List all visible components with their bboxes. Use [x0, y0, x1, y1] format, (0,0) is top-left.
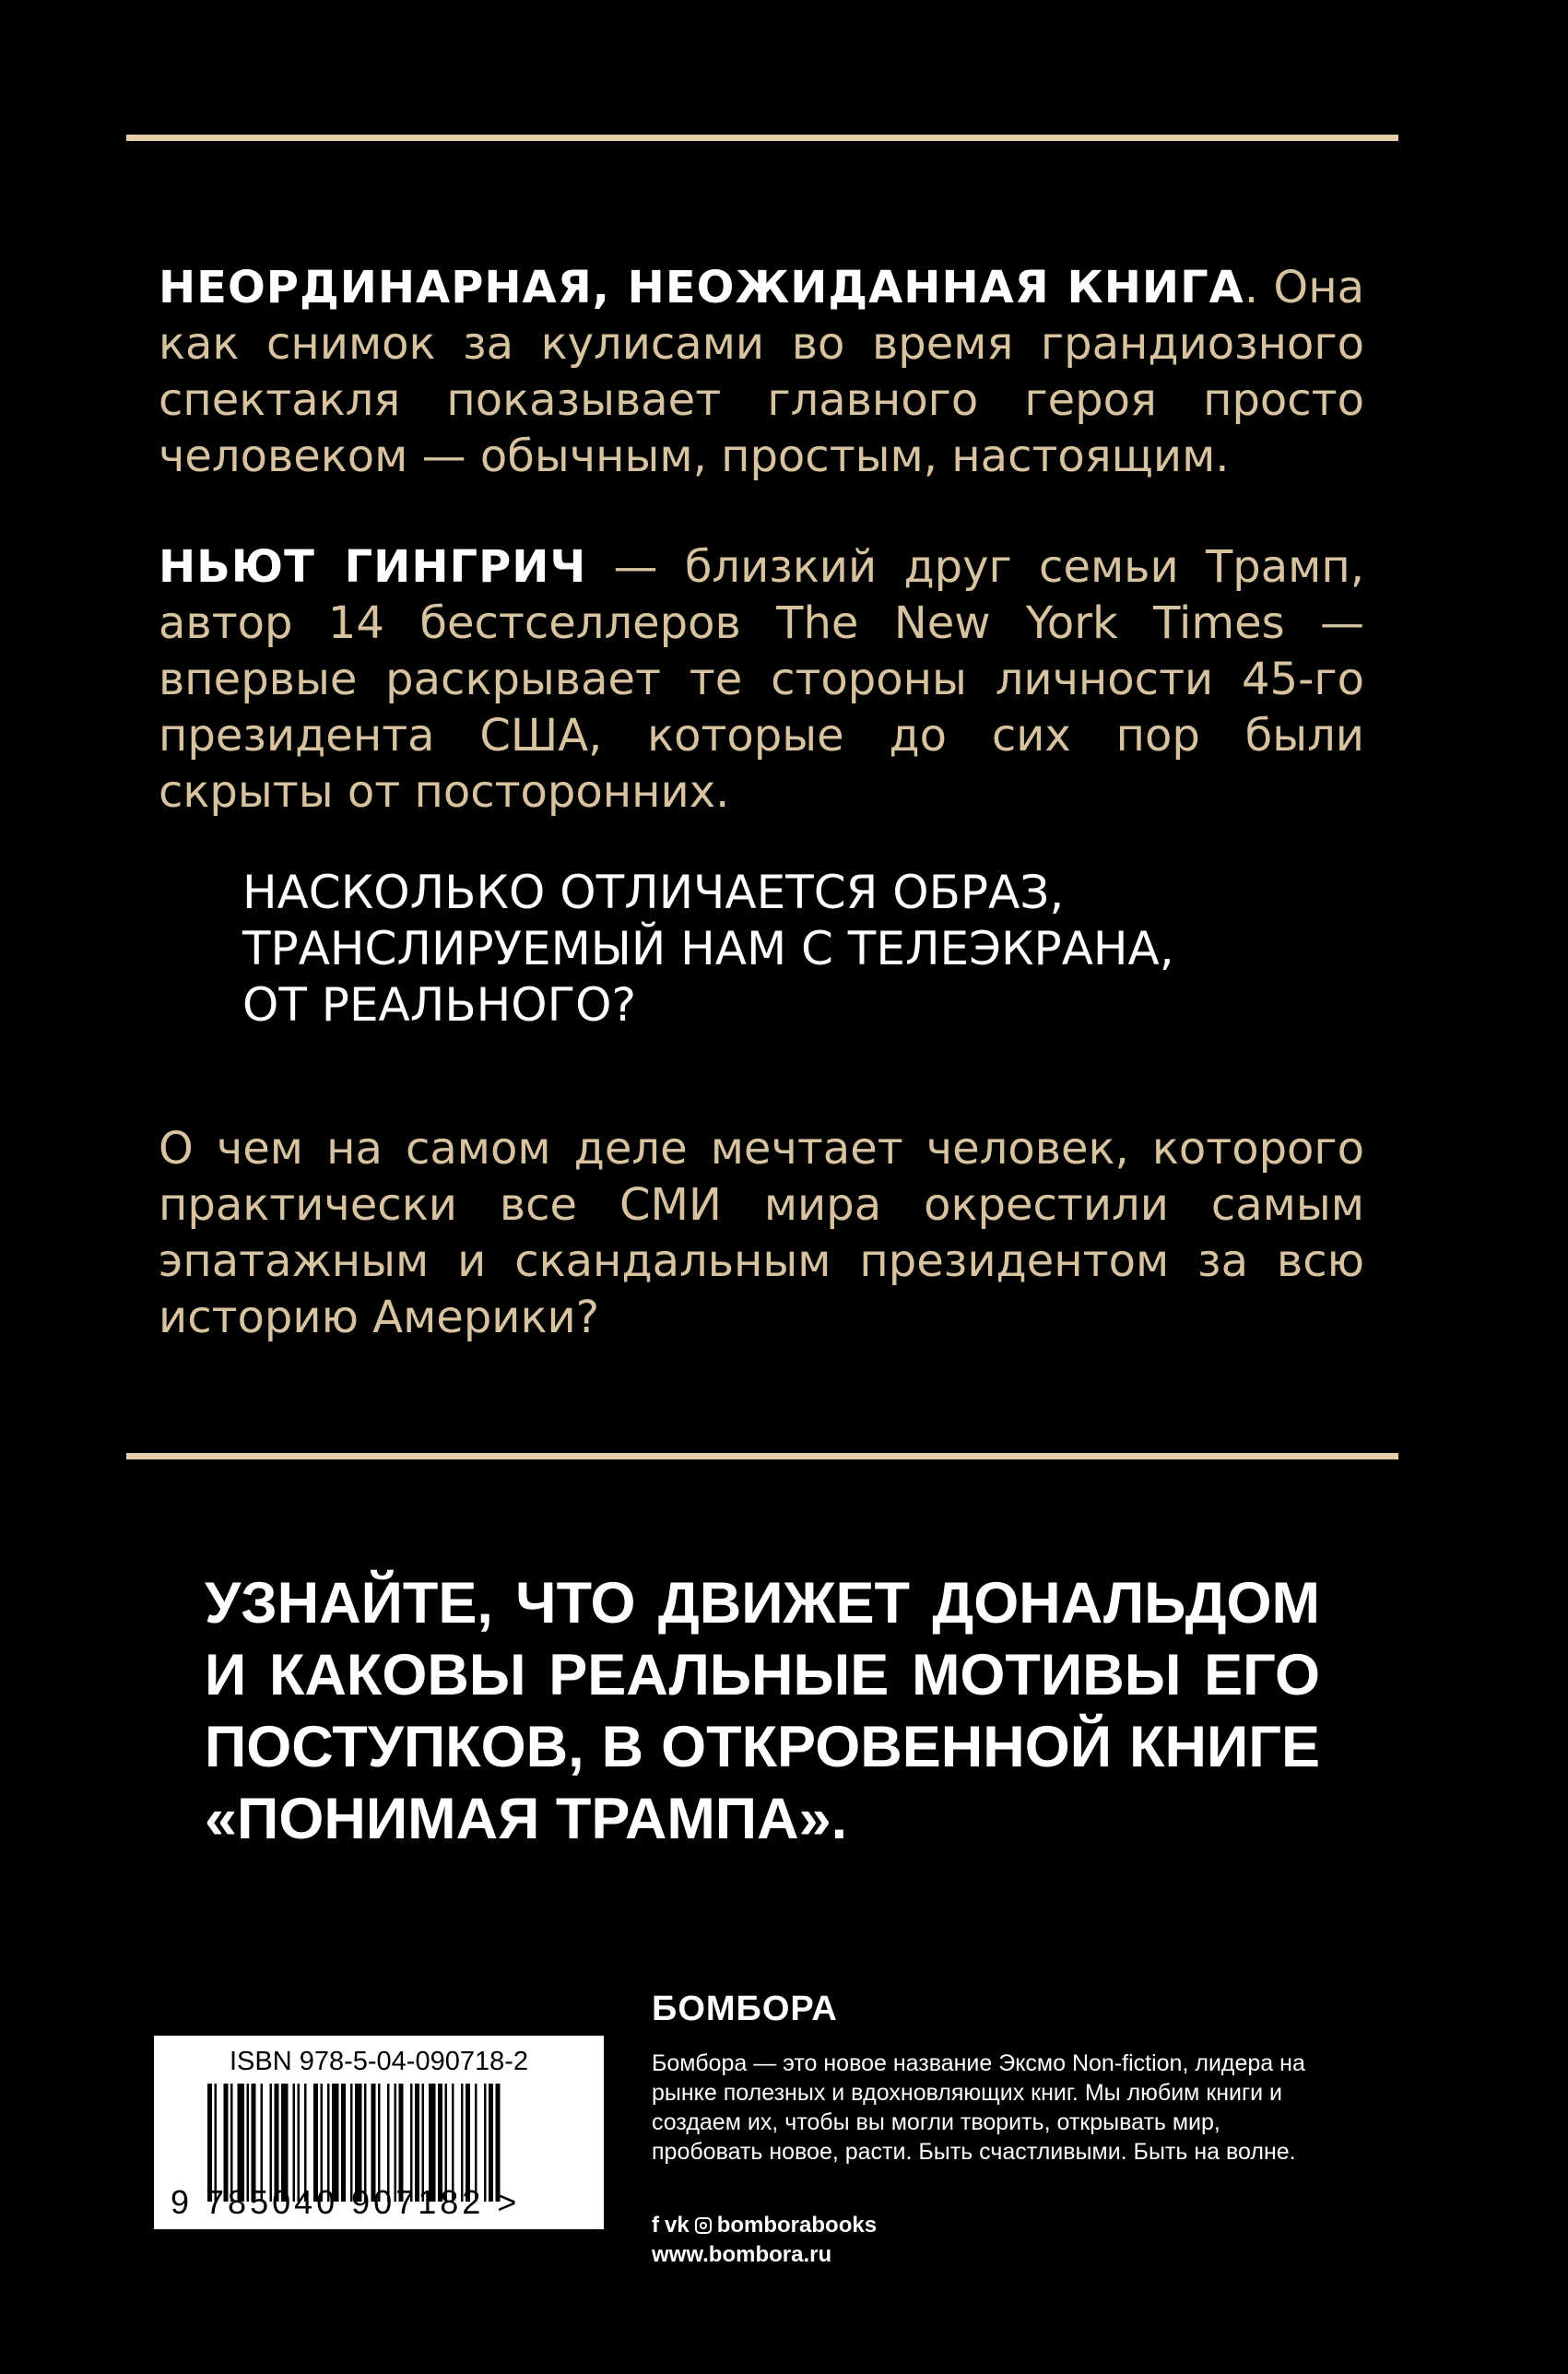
social-links [652, 2213, 877, 2238]
barcode-digits: 9 785040 907182 > [171, 2183, 521, 2221]
intro-paragraph [159, 260, 1364, 485]
middle-divider [126, 1453, 1398, 1459]
call-to-action: УЗНАЙТЕ, ЧТО ДВИЖЕТ ДОНАЛЬДОМ И КАКОВЫ РЕАЛЬНЫЕ МОТИВЫ ЕГО ПОСТУПКОВ, В ОТКРОВЕННОЙ КНИГЕ «ПОНИМАЯ ТРАМПА». [205, 1571, 1320, 1851]
social-handle[interactable]: bomborabooks [716, 2213, 878, 2238]
dream-paragraph: О чем на самом деле мечтает человек, которого практически все СМИ мира окрестили самым эпатажным и скандальным президентом за всю историю Америки? [159, 1123, 1364, 1343]
question-block [242, 865, 1349, 1033]
facebook-icon[interactable]: f [652, 2213, 659, 2238]
author-lead: НЬЮТ ГИНГРИЧ [159, 541, 587, 593]
publisher-logo: БОМБОРА [652, 1990, 838, 2028]
author-text: — близкий друг семьи Трамп, автор 14 бестселлеров The New York Times — впервые раскрывает те стороны личности 45-го президента США, которые до сих пор были скрыты от посторонних. [159, 541, 1365, 818]
instagram-icon[interactable] [695, 2217, 712, 2234]
question-line-1: НАСКОЛЬКО ОТЛИЧАЕТСЯ ОБРАЗ, [242, 866, 1065, 919]
top-divider [126, 135, 1398, 141]
vk-icon[interactable]: vk [665, 2213, 690, 2238]
intro-text: . Она как снимок за кулисами во время грандиозного спектакля показывает главного героя просто человеком — обычным, простым, настоящим. [159, 262, 1364, 482]
intro-lead: НЕОРДИНАРНАЯ, НЕОЖИДАННАЯ КНИГА [159, 262, 1244, 313]
barcode-block [154, 2036, 604, 2229]
publisher-description: Бомбора — это новое название Эксмо Non-fiction, лидера на рынке полезных и вдохновляющих книг. Мы любим книги и создаем их, чтобы вы могли творить, открывать мир, пробовать новое, расти. Быть счастливыми. Быть на волне. [652, 2050, 1305, 2165]
isbn-number: ISBN 978-5-04-090718-2 [229, 2047, 529, 2076]
question-line-2: ТРАНСЛИРУЕМЫЙ НАМ С ТЕЛЕЭКРАНА, [242, 922, 1174, 975]
author-paragraph [159, 539, 1364, 821]
publisher-website[interactable]: www.bombora.ru [652, 2242, 832, 2267]
question-line-3: ОТ РЕАЛЬНОГО? [242, 978, 636, 1032]
